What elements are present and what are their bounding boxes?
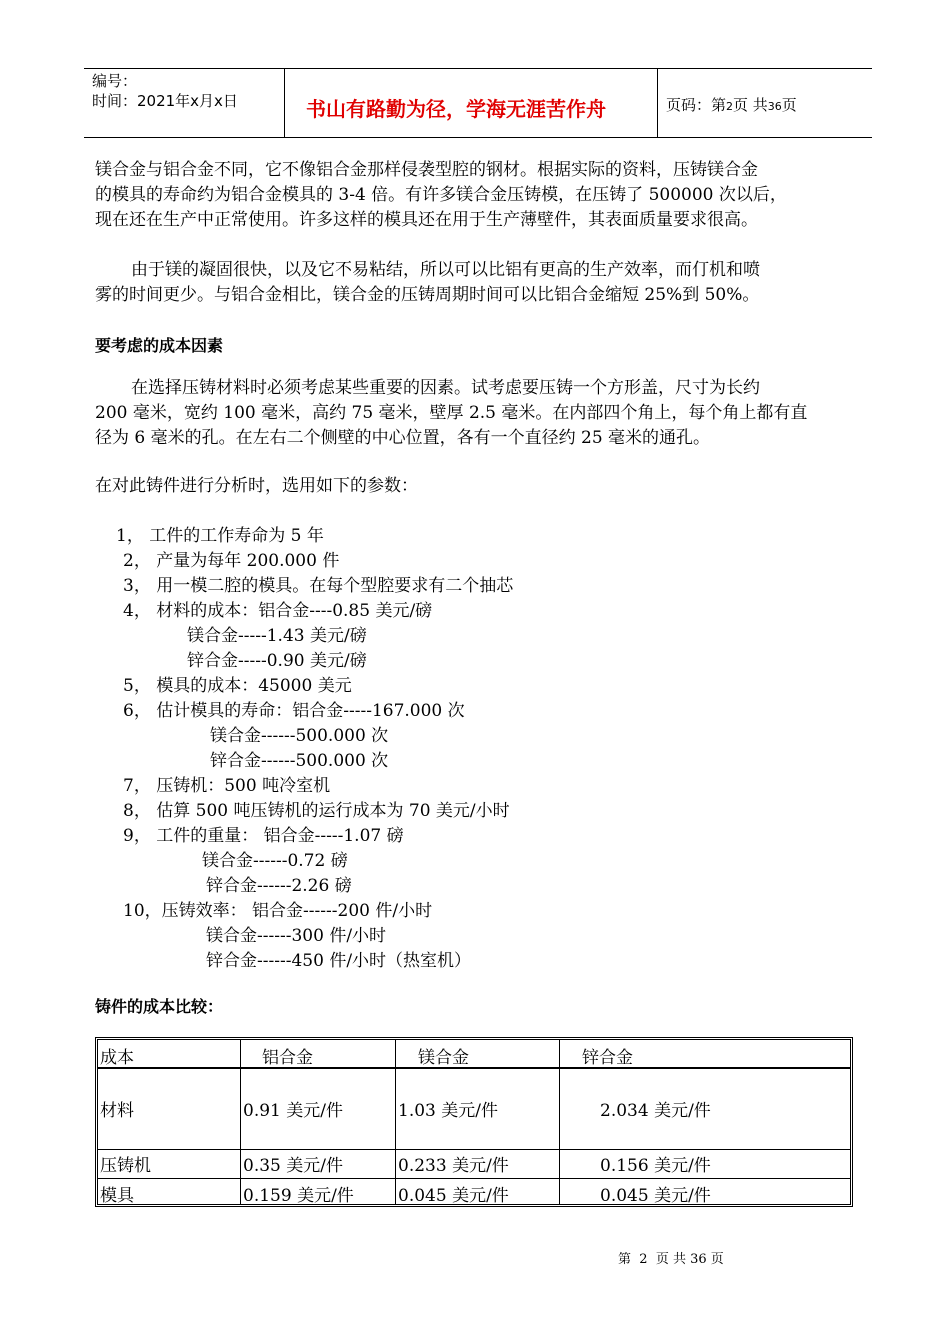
body-line: 镁合金与铝合金不同，它不像铝合金那样侵袭型腔的钢材。根据实际的资料，压铸镁合金 (95, 160, 758, 180)
page-mid: 页 共 (733, 96, 768, 114)
list-item: 1， 工件的工作寿命为 5 年 (116, 526, 324, 546)
page-suffix: 页 (781, 96, 797, 114)
serial-label: 编号： (92, 72, 138, 90)
page-total: 36 (767, 100, 782, 113)
table-row-line (98, 1178, 850, 1179)
table-row-line (98, 1149, 850, 1150)
list-item: 镁合金-----1.43 美元/磅 (187, 626, 367, 646)
table-cell: 0.156 美元/件 (600, 1156, 711, 1176)
table-col-line (559, 1040, 560, 1204)
table-cell: 0.159 美元/件 (243, 1186, 354, 1206)
table-cell: 0.35 美元/件 (243, 1156, 343, 1176)
footer-page-info (618, 1248, 724, 1267)
body-line: 的模具的寿命约为铝合金模具的 3-4 倍。有许多镁合金压铸模，在压铸了 500000 次以后， (95, 185, 787, 205)
list-item: 锌合金------450 件/小时（热室机） (206, 951, 472, 971)
table-cell: 0.045 美元/件 (398, 1186, 509, 1206)
footer-total: 36 (690, 1252, 707, 1267)
table-header-cell: 镁合金 (418, 1048, 469, 1068)
table-cell: 材料 (100, 1101, 134, 1121)
table-cell: 1.03 美元/件 (398, 1101, 498, 1121)
list-item: 4， 材料的成本：铝合金----0.85 美元/磅 (123, 601, 433, 621)
list-item: 锌合金------2.26 磅 (206, 876, 352, 896)
footer-mid: 页 共 (655, 1252, 686, 1267)
list-item: 2， 产量为每年 200.000 件 (123, 551, 340, 571)
table-cell: 压铸机 (100, 1156, 151, 1176)
page-num: 2 (726, 100, 734, 113)
list-item: 9， 工件的重量： 铝合金-----1.07 磅 (123, 826, 404, 846)
body-line: 在对此铸件进行分析时，选用如下的参数： (95, 476, 418, 496)
cost-table (95, 1037, 853, 1207)
table-header-cell: 成本 (100, 1048, 134, 1068)
page-prefix: 页码：第 (666, 96, 727, 114)
list-item: 锌合金-----0.90 美元/磅 (187, 651, 367, 671)
body-line: 现在还在生产中正常使用。许多这样的模具还在用于生产薄壁件，其表面质量要求很高。 (95, 210, 758, 230)
body-line: 雾的时间更少。与铝合金相比，镁合金的压铸周期时间可以比铝合金缩短 25%到 50%。 (95, 285, 760, 305)
table-header-cell: 铝合金 (262, 1048, 313, 1068)
table-cell: 2.034 美元/件 (600, 1101, 711, 1121)
motto: 书山有路勤为径，学海无涯苦作舟 (306, 97, 606, 121)
table-col-line (395, 1040, 396, 1204)
list-item: 3， 用一模二腔的模具。在每个型腔要求有二个抽芯 (123, 576, 514, 596)
footer-suffix: 页 (710, 1252, 724, 1267)
table-col-line (240, 1040, 241, 1204)
header-page-info (666, 94, 797, 115)
section-heading: 要考虑的成本因素 (95, 336, 224, 355)
list-item: 镁合金------0.72 磅 (202, 851, 348, 871)
table-cell: 0.045 美元/件 (600, 1186, 711, 1206)
table-row-line (98, 1067, 850, 1069)
body-line: 由于镁的凝固很快，以及它不易粘结，所以可以比铝有更高的生产效率，而仃机和喷 (131, 260, 760, 280)
footer-prefix: 第 (618, 1252, 632, 1267)
list-item: 5， 模具的成本：45000 美元 (123, 676, 352, 696)
table-cell: 0.91 美元/件 (243, 1101, 343, 1121)
table-cell: 0.233 美元/件 (398, 1156, 509, 1176)
header-divider (284, 69, 285, 137)
list-item: 6， 估计模具的寿命：铝合金-----167.000 次 (123, 701, 465, 721)
list-item: 锌合金------500.000 次 (210, 751, 389, 771)
date-label: 时间：2021年x月x日 (92, 92, 238, 110)
header-divider (657, 69, 658, 137)
table-header-cell: 锌合金 (582, 1048, 633, 1068)
body-line: 200 毫米，宽约 100 毫米，高约 75 毫米，壁厚 2.5 毫米。在内部四个角上，每个角上都有直 (95, 403, 808, 423)
body-line: 在选择压铸材料时必须考虑某些重要的因素。试考虑要压铸一个方形盖，尺寸为长约 (131, 378, 760, 398)
list-item: 7， 压铸机：500 吨冷室机 (123, 776, 331, 796)
section-heading: 铸件的成本比较： (95, 997, 224, 1016)
footer-page-num: 2 (639, 1252, 648, 1267)
list-item: 镁合金------500.000 次 (210, 726, 389, 746)
table-cell: 模具 (100, 1186, 134, 1206)
list-item: 8， 估算 500 吨压铸机的运行成本为 70 美元/小时 (123, 801, 510, 821)
body-line: 径为 6 毫米的孔。在左右二个侧壁的中心位置，各有一个直径约 25 毫米的通孔。 (95, 428, 711, 448)
list-item: 镁合金------300 件/小时 (206, 926, 387, 946)
list-item: 10，压铸效率： 铝合金------200 件/小时 (123, 901, 433, 921)
